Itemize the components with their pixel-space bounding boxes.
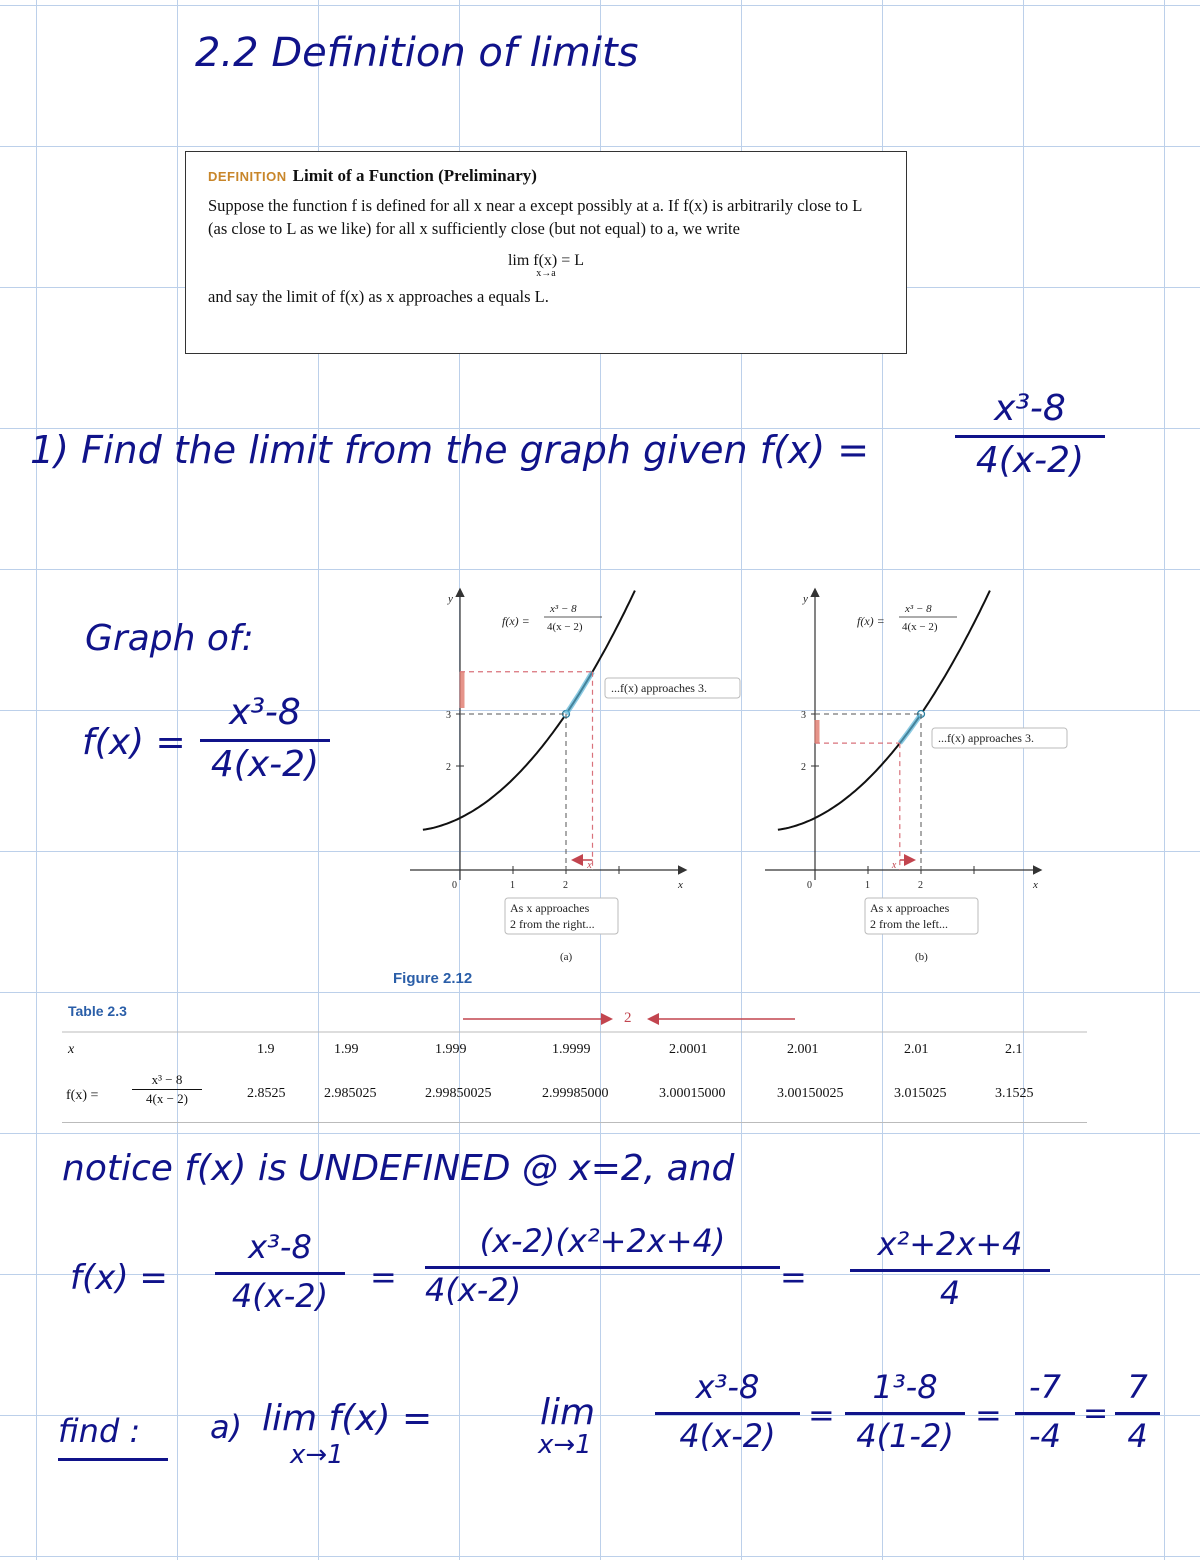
find-val-den: -4: [1029, 1417, 1061, 1455]
table-x-value: 1.999: [435, 1042, 467, 1057]
y-tick-label: 3: [446, 710, 451, 721]
find-lim2-sub: x→1: [538, 1430, 592, 1460]
x-note-line2: 2 from the right...: [510, 917, 595, 931]
func-numerator: x³ − 8: [550, 603, 577, 615]
find-lim1: lim f(x) =: [262, 1398, 433, 1439]
table-x-value: 1.9: [257, 1042, 275, 1057]
simplify-step1-den: 4(x-2): [231, 1277, 329, 1315]
find-expr: [655, 1368, 800, 1455]
definition-header: [208, 166, 884, 186]
find-answer-den: 4: [1127, 1417, 1148, 1455]
x-moving-label: x: [891, 860, 897, 871]
figure-label: Figure 2.12: [393, 970, 473, 987]
definition-formula-main: lim f(x) = L: [507, 252, 585, 269]
fraction-bar: [132, 1089, 202, 1090]
definition-box: [185, 151, 907, 354]
find-val: [1015, 1368, 1075, 1455]
table-bottom-rule: [62, 1122, 1087, 1123]
func-numerator: x³ − 8: [905, 603, 932, 615]
find-expr-den: 4(x-2): [679, 1417, 776, 1455]
find-sub-num: 1³-8: [872, 1368, 938, 1406]
approach-note: ...f(x) approaches 3.: [611, 681, 707, 695]
table-f-value: 3.1525: [995, 1086, 1034, 1101]
simplify-step2-num: (x-2)(x²+2x+4): [479, 1222, 726, 1260]
find-part: a): [210, 1408, 243, 1446]
panel-caption: (b): [915, 951, 928, 963]
definition-formula-sub: x→a: [536, 268, 556, 279]
x-tick-label: 2: [918, 880, 923, 891]
simplify-step3-num: x²+2x+4: [877, 1225, 1023, 1263]
find-eq2: =: [975, 1396, 1002, 1434]
fraction-bar: [655, 1412, 800, 1415]
x-note-line1: As x approaches: [510, 901, 590, 915]
table-x-value: 2.0001: [669, 1042, 708, 1057]
table-x-value: 1.9999: [552, 1042, 591, 1057]
simplify-lhs: f(x) =: [70, 1258, 168, 1298]
fraction-bar: [215, 1272, 345, 1275]
x-moving-label: x: [587, 860, 592, 871]
table-arrows: [0, 1005, 1200, 1035]
find-eq3: =: [1083, 1396, 1109, 1431]
notice-text: notice f(x) is UNDEFINED @ x=2, and: [62, 1148, 735, 1189]
approach-segment: [900, 714, 921, 743]
x-axis-label: x: [678, 879, 683, 891]
simplify-step1: [215, 1228, 345, 1315]
find-expr-num: x³-8: [695, 1368, 760, 1406]
find-answer-num: 7: [1127, 1368, 1148, 1406]
y-tick-label: 2: [801, 762, 806, 773]
graph-note-numerator: x³-8: [229, 692, 301, 733]
table-x-value: 2.1: [1005, 1042, 1023, 1057]
x-tick-label: 1: [865, 880, 870, 891]
simplify-eq2: =: [780, 1258, 807, 1296]
approach-segment: [566, 672, 593, 714]
definition-tag: DEFINITION: [208, 169, 287, 184]
y-tick-label: 2: [446, 762, 451, 773]
find-sub: [845, 1368, 965, 1455]
fraction-bar: [1015, 1412, 1075, 1415]
simplify-step1-num: x³-8: [248, 1228, 312, 1266]
table-f-value: 2.8525: [247, 1086, 286, 1101]
func-denominator: 4(x − 2): [902, 621, 938, 633]
graph-note-lhs: f(x) =: [82, 722, 186, 763]
func-label: f(x) =: [502, 614, 530, 628]
table-f-value: 3.015025: [894, 1086, 947, 1101]
approach-note: ...f(x) approaches 3.: [938, 731, 1034, 745]
definition-formula: [208, 252, 884, 279]
fraction-bar: [955, 435, 1105, 438]
fraction-bar: [425, 1266, 780, 1269]
page-title: 2.2 Definition of limits: [195, 30, 639, 76]
table-f-value: 3.00150025: [777, 1086, 844, 1101]
find-lim1-sub: x→1: [290, 1440, 344, 1470]
table-f-value: 2.985025: [324, 1086, 377, 1101]
simplify-step2-den: 4(x-2): [425, 1271, 522, 1309]
problem-denominator: 4(x-2): [975, 440, 1085, 481]
table-arrow-label: 2: [624, 1010, 632, 1026]
fraction-bar: [845, 1412, 965, 1415]
x-tick-label: 0: [452, 880, 457, 891]
fraction-bar: [850, 1269, 1050, 1272]
table-x-value: 2.01: [904, 1042, 929, 1057]
panel-caption: (a): [560, 951, 573, 963]
find-val-num: -7: [1029, 1368, 1061, 1406]
table-fx-fraction: [132, 1072, 202, 1107]
simplify-eq1: =: [370, 1258, 397, 1296]
find-sub-den: 4(1-2): [856, 1417, 954, 1455]
problem-text: 1) Find the limit from the graph given f(x) =: [30, 428, 870, 472]
table-x-header: x: [68, 1042, 75, 1057]
graph-note-label: Graph of:: [85, 618, 254, 659]
table-f-value: 3.00015000: [659, 1086, 726, 1101]
find-lim2: lim: [540, 1392, 596, 1433]
definition-body: Suppose the function f is defined for all x near a except possibly at a. If f(x) is arbitrarily close to L (as close to L as we like) for all x sufficiently close (but not equal) to a, we write: [208, 196, 862, 238]
find-label-underline: [58, 1458, 168, 1461]
x-tick-label: 0: [807, 880, 812, 891]
table-x-value: 1.99: [334, 1042, 359, 1057]
simplify-step3-den: 4: [939, 1274, 961, 1312]
table-label: Table 2.3: [68, 1003, 127, 1019]
x-axis-label: x: [1033, 879, 1038, 891]
y-axis-label: y: [448, 593, 453, 605]
problem-numerator: x³-8: [994, 388, 1066, 429]
simplify-step2: [425, 1222, 780, 1309]
simplify-step3: [850, 1225, 1050, 1312]
y-tick-label: 3: [801, 710, 806, 721]
table-f-value: 2.99985000: [542, 1086, 609, 1101]
x-tick-label: 1: [510, 880, 515, 891]
table-f-value: 2.99850025: [425, 1086, 492, 1101]
y-axis-label: y: [803, 593, 808, 605]
func-denominator: 4(x − 2): [547, 621, 583, 633]
problem-fraction: [955, 388, 1105, 481]
x-note-line2: 2 from the left...: [870, 917, 948, 931]
func-label: f(x) =: [857, 614, 885, 628]
x-note-line1: As x approaches: [870, 901, 950, 915]
table-fx-den: 4(x − 2): [146, 1091, 188, 1106]
definition-conclusion: and say the limit of f(x) as x approaches a equals L.: [208, 287, 549, 306]
table-fx-num: x³ − 8: [151, 1072, 183, 1087]
table-fx-label: f(x) =: [66, 1088, 99, 1103]
find-eq: =: [808, 1396, 835, 1434]
fraction-bar: [1115, 1412, 1160, 1415]
find-answer: [1115, 1368, 1160, 1455]
find-label: find :: [58, 1412, 141, 1450]
definition-title: Limit of a Function (Preliminary): [292, 166, 537, 185]
x-tick-label: 2: [563, 880, 568, 891]
graph-note-denominator: 4(x-2): [210, 744, 320, 785]
table-x-value: 2.001: [787, 1042, 819, 1057]
